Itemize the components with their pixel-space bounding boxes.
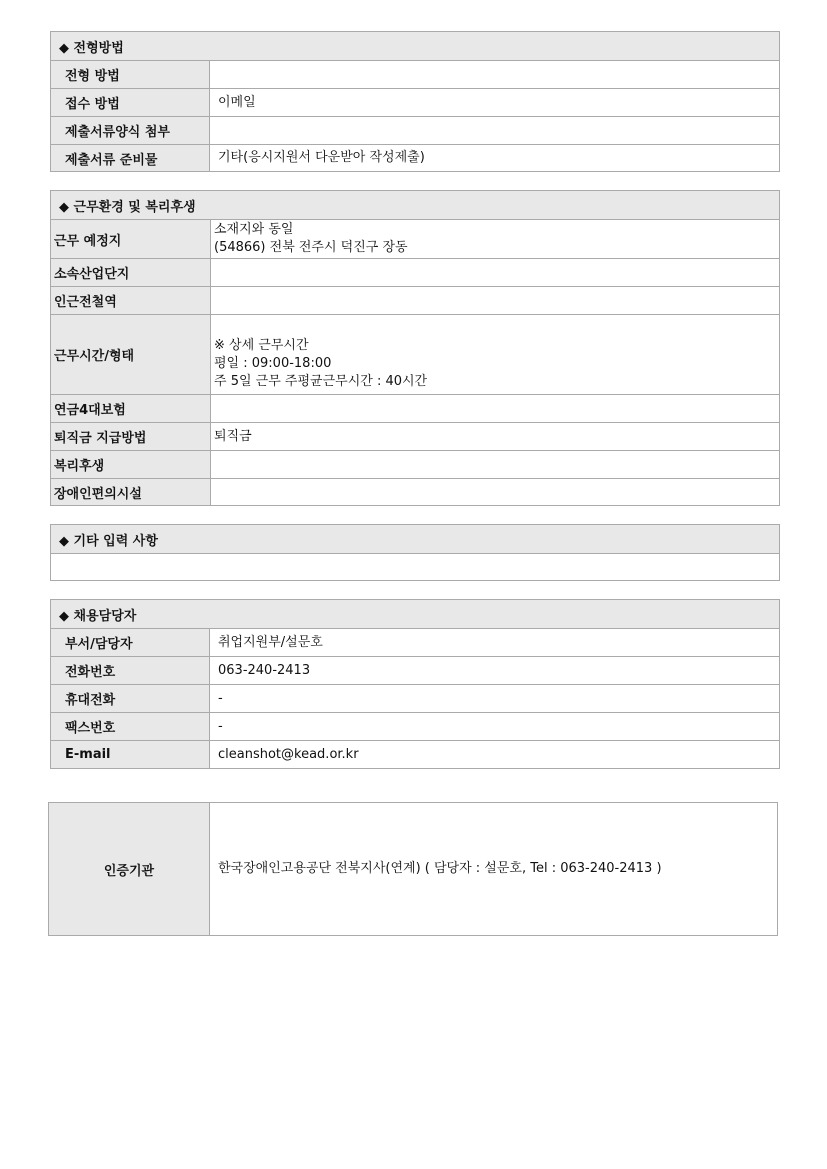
row-value [211,479,779,505]
other-info-header: ◆ 기타 입력 사항 [51,525,779,553]
work-environment-table [50,190,780,506]
table-row [51,712,779,740]
contact-table [50,599,780,769]
table-row [51,88,779,116]
table-row [51,219,779,258]
table-row [51,553,779,580]
table-row [51,116,779,144]
table-row [51,478,779,505]
table-row [51,394,779,422]
row-label: 전형 방법 [51,61,210,88]
row-label: 퇴직금 지급방법 [51,423,211,450]
row-label: 휴대전화 [51,685,210,712]
email-value[interactable]: cleanshot@kead.or.kr [218,746,359,762]
contact-header: ◆ 채용담당자 [51,600,779,628]
row-label: 복리후생 [51,451,211,478]
selection-method-header: ◆ 전형방법 [51,32,779,60]
row-value [210,117,779,144]
row-value: 063-240-2413 [218,662,311,678]
row-label: 접수 방법 [51,89,210,116]
certification-value: 한국장애인고용공단 전북지사(연계) ( 담당자 : 설문호, Tel : 063-240-2413 ) [218,861,662,876]
row-label: 제출서류양식 첨부 [51,117,210,144]
row-label: 전화번호 [51,657,210,684]
row-value [211,259,779,286]
row-label: 제출서류 준비물 [51,145,210,171]
row-label: 인근전철역 [51,287,211,314]
row-value: 기타(응시지원서 다운받아 작성제출) [218,150,425,165]
row-value [211,451,779,478]
other-info-value [51,554,779,580]
row-value: ※ 상세 근무시간 평일 : 09:00-18:00 주 5일 근무 주평균근무시간 : 40시간 [214,337,428,389]
row-label: 연금4대보험 [51,395,211,422]
certification-table [48,802,778,936]
row-label: 장애인편의시설 [51,479,211,505]
table-row [51,450,779,478]
selection-method-table [50,31,780,172]
table-row [51,656,779,684]
work-environment-header: ◆ 근무환경 및 복리후생 [51,191,779,219]
row-value: 퇴직금 [214,428,252,444]
row-label: 근무 예정지 [51,220,211,258]
other-info-table [50,524,780,581]
row-label: 부서/담당자 [51,629,210,656]
row-value [210,61,779,88]
table-row [51,286,779,314]
row-label: E-mail [51,741,210,768]
table-row [51,684,779,712]
table-row [51,314,779,394]
table-row [51,422,779,450]
row-value: 이메일 [218,94,256,110]
table-row [51,144,779,171]
certification-label: 인증기관 [49,803,210,935]
row-label: 소속산업단지 [51,259,211,286]
table-row [51,628,779,656]
row-label: 팩스번호 [51,713,210,740]
row-value: - [218,690,223,706]
row-label: 근무시간/형태 [51,315,211,394]
row-value [211,287,779,314]
table-row [51,60,779,88]
table-row [51,740,779,768]
table-row [51,258,779,286]
row-value: 취업지원부/설문호 [218,634,323,650]
row-value: 소재지와 동일 (54866) 전북 전주시 덕진구 장동 [214,222,408,255]
row-value [211,395,779,422]
row-value: - [218,718,223,734]
